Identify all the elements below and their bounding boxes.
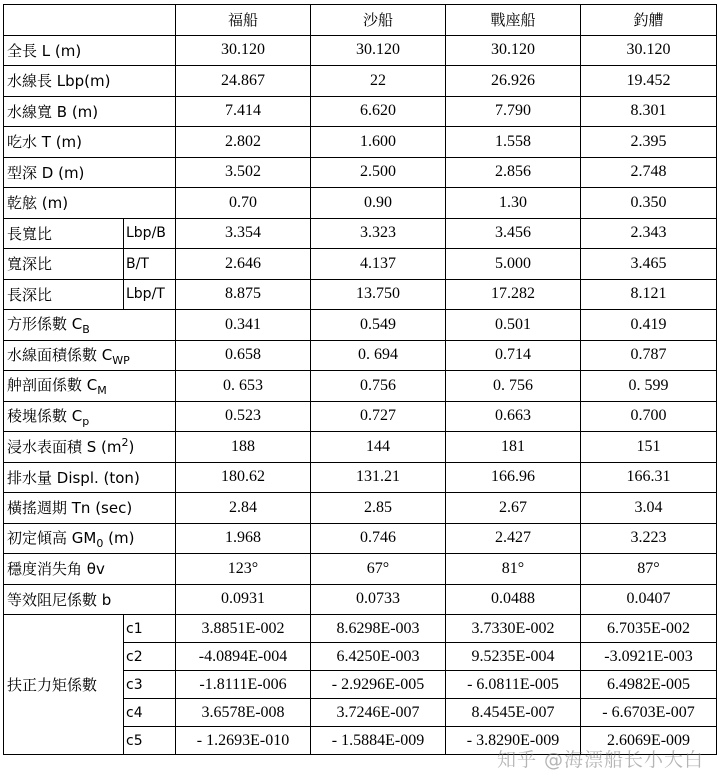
row2-2-value-4: 3.04: [581, 493, 717, 524]
row-4-value-4: 2.395: [581, 127, 717, 158]
row-1-value-2: 30.120: [311, 35, 446, 66]
wetted-surface-row-value-4: 151: [581, 432, 717, 463]
coef-row-3-value-4: 0. 599: [581, 371, 717, 402]
row-3-label: 水線寬 B (m): [4, 96, 176, 127]
ratio-row-1-value-4: 2.343: [581, 218, 717, 249]
row3-2: [4, 584, 717, 615]
gm-row: [4, 523, 717, 554]
row-6-value-2: 0.90: [311, 188, 446, 219]
coef-row-3-value-1: 0. 653: [176, 371, 311, 402]
righting-row-1-value-3: 3.7330E-002: [446, 615, 581, 643]
righting-row-1: [4, 615, 717, 643]
header-zhanzuochuan: 戰座船: [446, 5, 581, 36]
coef-row-1-value-2: 0.549: [311, 310, 446, 341]
row-3-value-2: 6.620: [311, 96, 446, 127]
coef-row-2-value-1: 0.658: [176, 340, 311, 371]
coef-row-1-value-1: 0.341: [176, 310, 311, 341]
row-3-value-4: 8.301: [581, 96, 717, 127]
righting-row-1-value-1: 3.8851E-002: [176, 615, 311, 643]
ratio-row-1-value-3: 3.456: [446, 218, 581, 249]
ratio-row-2-value-2: 4.137: [311, 249, 446, 280]
row3-1: [4, 554, 717, 585]
coef-row-1-value-4: 0.419: [581, 310, 717, 341]
ratio-row-3-ratio-label: Lbp/T: [124, 279, 176, 310]
gm-row-subscript: 0: [96, 536, 104, 550]
coef-row-3-label: 舯剖面係數 $C_M$: [4, 371, 176, 402]
ratio-row-3-value-4: 8.121: [581, 279, 717, 310]
gm-row-value-2: 0.746: [311, 523, 446, 554]
gm-row-value-4: 3.223: [581, 523, 717, 554]
ratio-row-3-label: 長深比: [4, 279, 124, 310]
header-shachuan: 沙船: [311, 5, 446, 36]
row-1-value-3: 30.120: [446, 35, 581, 66]
righting-row-5-value-2: - 1.5884E-009: [311, 727, 446, 755]
ratio-row-1-label: 長寬比: [4, 218, 124, 249]
coef-row-4-value-3: 0.663: [446, 401, 581, 432]
ratio-row-3-value-1: 8.875: [176, 279, 311, 310]
row2-1-value-1: 180.62: [176, 462, 311, 493]
ratio-row-2: [4, 249, 717, 280]
row2-2: [4, 493, 717, 524]
header-corner: [4, 5, 176, 36]
row-1-value-1: 30.120: [176, 35, 311, 66]
righting-row-1-coef-label: c1: [124, 615, 176, 643]
coef-row-4-value-2: 0.727: [311, 401, 446, 432]
watermark: 知乎 @海漂船长小大白: [496, 749, 704, 771]
righting-row-4-value-1: 3.6578E-008: [176, 699, 311, 727]
righting-row-3-value-1: -1.8111E-006: [176, 671, 311, 699]
row-6-value-1: 0.70: [176, 188, 311, 219]
coef-row-2-value-3: 0.714: [446, 340, 581, 371]
row-5-label: 型深 D (m): [4, 157, 176, 188]
righting-row-4-value-2: 3.7246E-007: [311, 699, 446, 727]
righting-row-1-value-4: 6.7035E-002: [581, 615, 717, 643]
row-6-label: 乾舷 (m): [4, 188, 176, 219]
row-4-label: 吃水 T (m): [4, 127, 176, 158]
righting-row-2-value-3: 9.5235E-004: [446, 643, 581, 671]
gm-row-value-1: 1.968: [176, 523, 311, 554]
row-3-value-1: 7.414: [176, 96, 311, 127]
row2-1-label: 排水量 Displ. (ton): [4, 462, 176, 493]
row-2-label: 水線長 Lbp(m): [4, 66, 176, 97]
wetted-surface-row-value-3: 181: [446, 432, 581, 463]
coef-row-2-value-4: 0.787: [581, 340, 717, 371]
righting-row-3-value-3: - 6.0811E-005: [446, 671, 581, 699]
coef-row-3-value-2: 0.756: [311, 371, 446, 402]
row3-1-value-1: 123°: [176, 554, 311, 585]
row-5-value-1: 3.502: [176, 157, 311, 188]
row3-1-value-2: 67°: [311, 554, 446, 585]
ratio-row-2-value-1: 2.646: [176, 249, 311, 280]
row-2: [4, 66, 717, 97]
wetted-surface-row-supscript: 2: [121, 436, 129, 450]
row3-2-label: 等效阻尼係數 b: [4, 584, 176, 615]
row-1-value-4: 30.120: [581, 35, 717, 66]
coef-row-2: [4, 340, 717, 371]
coef-row-3-subscript: M: [97, 384, 107, 398]
row-4-value-1: 2.802: [176, 127, 311, 158]
coef-row-4-subscript: p: [82, 414, 90, 428]
righting-row-3-coef-label: c3: [124, 671, 176, 699]
righting-row-2-value-4: -3.0921E-003: [581, 643, 717, 671]
righting-row-5-value-3: - 3.8290E-009: [446, 727, 581, 755]
righting-row-4-coef-label: c4: [124, 699, 176, 727]
header-diaocao: 釣艚: [581, 5, 717, 36]
row-2-value-1: 24.867: [176, 66, 311, 97]
gm-row-value-3: 2.427: [446, 523, 581, 554]
ratio-row-2-ratio-label: B/T: [124, 249, 176, 280]
ratio-row-2-value-4: 3.465: [581, 249, 717, 280]
row-5-value-2: 2.500: [311, 157, 446, 188]
row-3-value-3: 7.790: [446, 96, 581, 127]
righting-row-5-coef-label: c5: [124, 727, 176, 755]
coef-row-2-label: 水線面積係數 $C_{WP}$: [4, 340, 176, 371]
coef-row-1-subscript: B: [82, 323, 90, 337]
coef-row-2-subscript: WP: [112, 353, 130, 367]
wetted-surface-row-value-2: 144: [311, 432, 446, 463]
coef-row-4-value-4: 0.700: [581, 401, 717, 432]
righting-row-5-value-1: - 1.2693E-010: [176, 727, 311, 755]
row2-2-value-1: 2.84: [176, 493, 311, 524]
righting-row-4-value-4: - 6.6703E-007: [581, 699, 717, 727]
row-1-label: 全長 L (m): [4, 35, 176, 66]
righting-row-5-value-4: 2.6069E-009: [581, 727, 717, 755]
row3-2-value-1: 0.0931: [176, 584, 311, 615]
row3-1-value-3: 81°: [446, 554, 581, 585]
row-2-value-2: 22: [311, 66, 446, 97]
coef-row-3-value-3: 0. 756: [446, 371, 581, 402]
header-row: [4, 5, 717, 36]
ship-parameters-table: [3, 4, 717, 755]
ratio-row-1-ratio-label: Lbp/B: [124, 218, 176, 249]
row-5: [4, 157, 717, 188]
ratio-row-1-value-1: 3.354: [176, 218, 311, 249]
row3-2-value-3: 0.0488: [446, 584, 581, 615]
righting-moment-label: 扶正力矩係數: [4, 615, 124, 755]
row2-1-value-3: 166.96: [446, 462, 581, 493]
righting-row-2-value-1: -4.0894E-004: [176, 643, 311, 671]
ratio-row-3: [4, 279, 717, 310]
wetted-surface-row-label: 浸水表面積 S $(m^2)$: [4, 432, 176, 463]
righting-row-3-value-2: - 2.9296E-005: [311, 671, 446, 699]
wetted-surface-row: [4, 432, 717, 463]
row-6-value-3: 1.30: [446, 188, 581, 219]
row-4: [4, 127, 717, 158]
coef-row-2-value-2: 0. 694: [311, 340, 446, 371]
coef-row-4: [4, 401, 717, 432]
coef-row-3: [4, 371, 717, 402]
coef-row-1-value-3: 0.501: [446, 310, 581, 341]
coef-row-4-label: 稜塊係數 $C_p$: [4, 401, 176, 432]
row-6: [4, 188, 717, 219]
row-6-value-4: 0.350: [581, 188, 717, 219]
row-2-value-4: 19.452: [581, 66, 717, 97]
ratio-row-2-label: 寬深比: [4, 249, 124, 280]
row-2-value-3: 26.926: [446, 66, 581, 97]
row-5-value-4: 2.748: [581, 157, 717, 188]
coef-row-4-value-1: 0.523: [176, 401, 311, 432]
row-5-value-3: 2.856: [446, 157, 581, 188]
row2-1-value-4: 166.31: [581, 462, 717, 493]
ratio-row-1-value-2: 3.323: [311, 218, 446, 249]
righting-row-4-value-3: 8.4545E-007: [446, 699, 581, 727]
righting-row-3-value-4: 6.4982E-005: [581, 671, 717, 699]
righting-row-2-value-2: 6.4250E-003: [311, 643, 446, 671]
ratio-row-2-value-3: 5.000: [446, 249, 581, 280]
row2-1: [4, 462, 717, 493]
righting-row-1-value-2: 8.6298E-003: [311, 615, 446, 643]
row2-2-value-2: 2.85: [311, 493, 446, 524]
header-fuchuan: 福船: [176, 5, 311, 36]
wetted-surface-row-value-1: 188: [176, 432, 311, 463]
row-1: [4, 35, 717, 66]
row-4-value-2: 1.600: [311, 127, 446, 158]
ratio-row-3-value-2: 13.750: [311, 279, 446, 310]
ratio-row-1: [4, 218, 717, 249]
row-3: [4, 96, 717, 127]
row2-2-label: 橫搖週期 Tn (sec): [4, 493, 176, 524]
righting-row-2-coef-label: c2: [124, 643, 176, 671]
row3-2-value-4: 0.0407: [581, 584, 717, 615]
coef-row-1: [4, 310, 717, 341]
row3-1-label: 穩度消失角 θv: [4, 554, 176, 585]
gm-row-label: 初定傾高 $GM_0$ (m): [4, 523, 176, 554]
row-4-value-3: 1.558: [446, 127, 581, 158]
coef-row-1-label: 方形係數 $C_B$: [4, 310, 176, 341]
ratio-row-3-value-3: 17.282: [446, 279, 581, 310]
row2-2-value-3: 2.67: [446, 493, 581, 524]
row2-1-value-2: 131.21: [311, 462, 446, 493]
row3-1-value-4: 87°: [581, 554, 717, 585]
row3-2-value-2: 0.0733: [311, 584, 446, 615]
